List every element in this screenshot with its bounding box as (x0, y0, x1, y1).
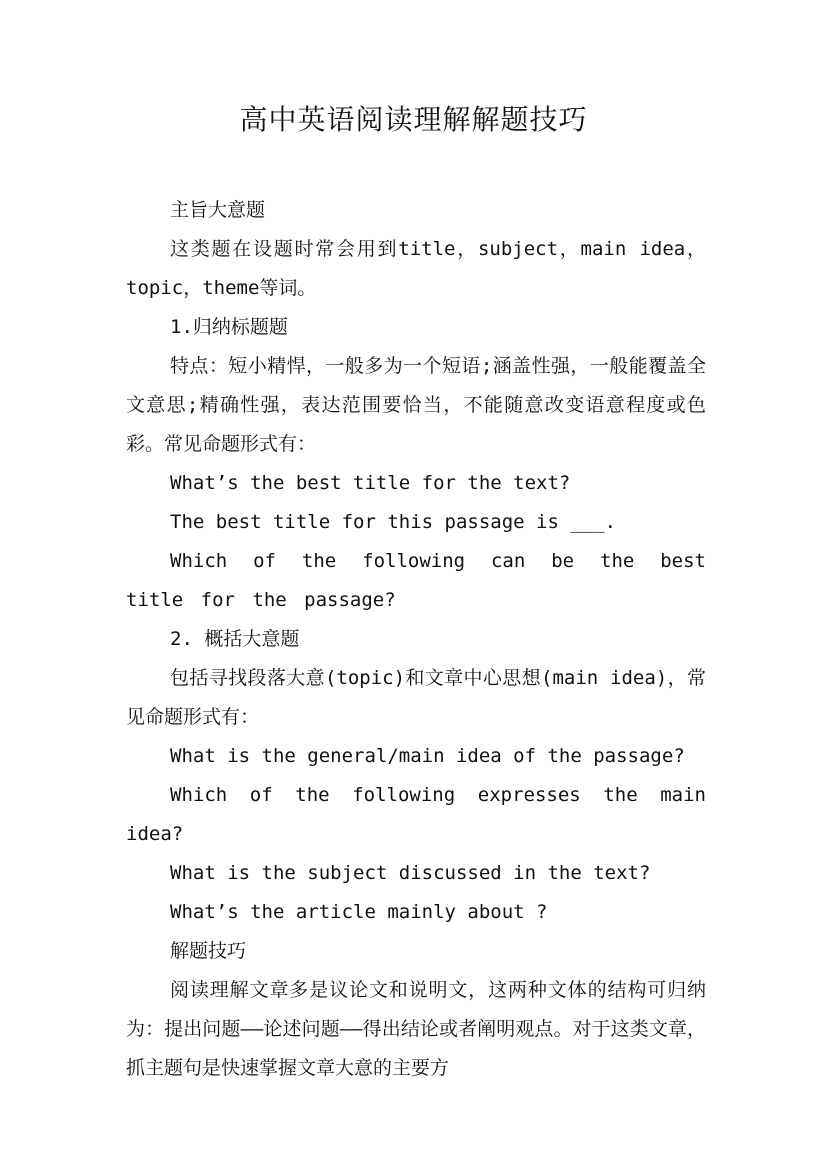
paragraph-techniques: 阅读理解文章多是议论文和说明文，这两种文体的结构可归纳为：提出问题——论述问题——得出结论或者阐明观点。对于这类文章，抓主题句是快速掌握文章大意的主要方 (126, 979, 706, 1079)
example-question: What is the general/main idea of the passage? (170, 745, 685, 767)
example-question: What’s the article mainly about ? (170, 901, 548, 923)
section-heading-summary-questions: 2. 概括大意题 (170, 628, 300, 650)
example-question: What is the subject discussed in the text? (170, 862, 651, 884)
document-title: 高中英语阅读理解解题技巧 (239, 103, 588, 136)
paragraph-keywords: 这类题在设题时常会用到title，subject，main idea，topic，theme等词。 (126, 238, 706, 299)
document-body (126, 191, 706, 1088)
example-question: Which of the following expresses the main idea? (126, 784, 706, 845)
section-heading-title-questions: 1.归纳标题题 (170, 316, 288, 338)
example-question: Which of the following can be the best title for the passage? (126, 550, 706, 611)
example-question: The best title for this passage is ___. (170, 511, 617, 533)
paragraph-summary-description: 包括寻找段落大意(topic)和文章中心思想(main idea)，常见命题形式有： (126, 667, 706, 728)
section-heading-main-idea: 主旨大意题 (170, 199, 266, 221)
paragraph-features: 特点：短小精悍，一般多为一个短语;涵盖性强，一般能覆盖全文意思;精确性强，表达范围要恰当，不能随意改变语意程度或色彩。常见命题形式有： (126, 355, 706, 455)
example-question: What’s the best title for the text? (170, 472, 571, 494)
section-heading-techniques: 解题技巧 (170, 940, 247, 962)
